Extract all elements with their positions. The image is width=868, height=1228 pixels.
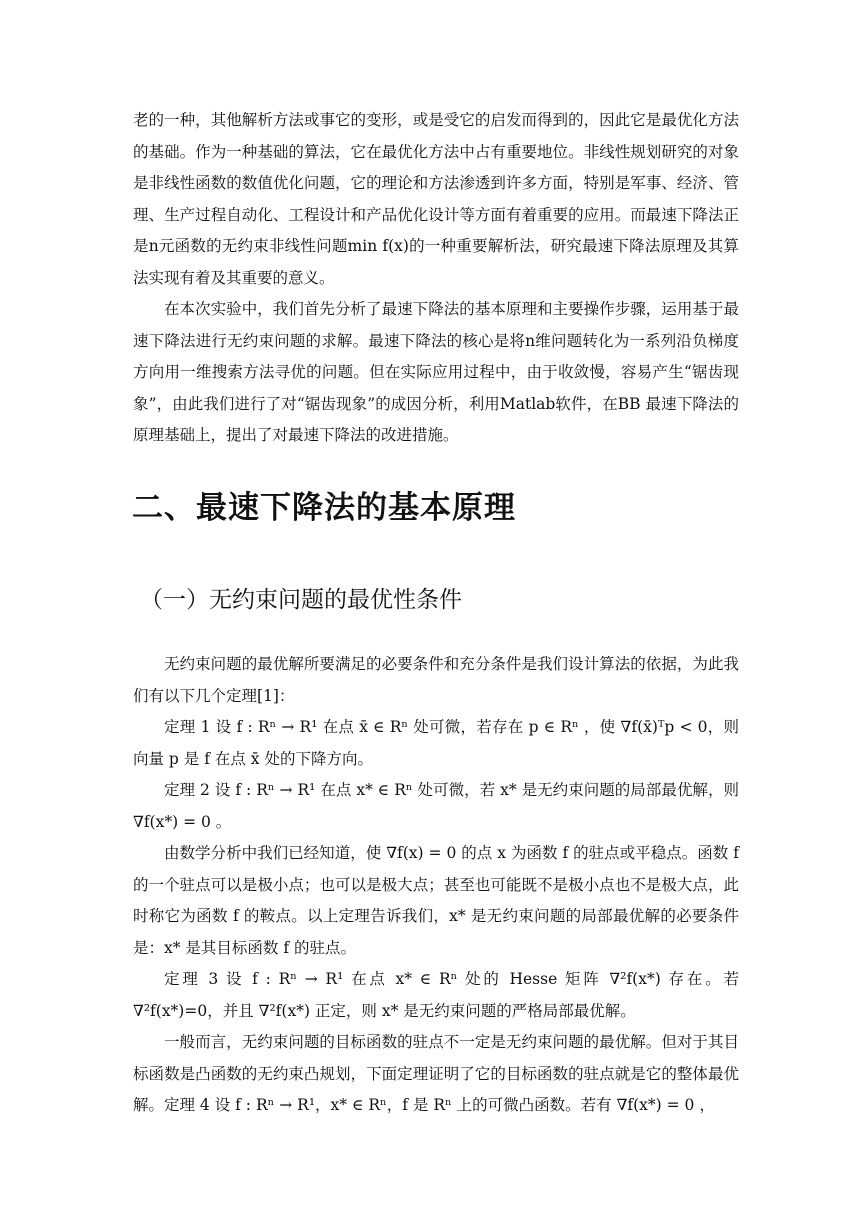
intro-paragraph-2: 在本次实验中，我们首先分析了最速下降法的基本原理和主要操作步骤，运用基于最速下降法进行无约束问题的求解。最速下降法的核心是将n维问题转化为一系列沿负梯度方向用一维搜索方法寻优的问题。但在实际应用过程中，由于收敛慢，容易产生“锯齿现象”，由此我们进行了对“锯齿现象”的成因分析，利用Matlab软件，在BB 最速下降法的原理基础上，提出了对最速下降法的改进措施。 bbox=[133, 300, 739, 444]
section-heading: 二、最速下降法的基本原理 bbox=[132, 490, 516, 526]
condition-intro-paragraph: 无约束问题的最优解所要满足的必要条件和充分条件是我们设计算法的依据，为此我们有以下几个定理[1]： bbox=[133, 655, 739, 705]
stationary-point-paragraph: 由数学分析中我们已经知道，使 ∇f(x) = 0 的点 x 为函数 f 的驻点或平稳点。函数 f 的一个驻点可以是极小点；也可以是极大点；甚至也可能既不是极小点也不是极大点，此时称它为函数 f 的鞍点。以上定理告诉我们，x* 是无约束问题的局部最优解的必要条件是：x* 是其目标函数 f 的驻点。 bbox=[133, 844, 739, 957]
theorem-1: 定理 1 设 f : Rⁿ → R¹ 在点 x̄ ∈ Rⁿ 处可微，若存在 p ∈ Rⁿ ，使 ∇f(x̄)ᵀp < 0，则向量 p 是 f 在点 x̄ 处的下降方向。 bbox=[133, 718, 739, 768]
convex-paragraph: 一般而言，无约束问题的目标函数的驻点不一定是无约束问题的最优解。但对于其目标函数是凸函数的无约束凸规划，下面定理证明了它的目标函数的驻点就是它的整体最优解。 bbox=[133, 1033, 739, 1114]
subsection-heading: （一）无约束问题的最优性条件 bbox=[140, 587, 462, 613]
theorem-2: 定理 2 设 f : Rⁿ → R¹ 在点 x* ∈ Rⁿ 处可微，若 x* 是无约束问题的局部最优解，则 ∇f(x*) = 0 。 bbox=[133, 781, 739, 831]
theorem-4: 定理 4 设 f : Rⁿ → R¹，x* ∈ Rⁿ，f 是 Rⁿ 上的可微凸函数。若有 ∇f(x*) = 0 ， bbox=[164, 1096, 715, 1114]
intro-paragraph-1: 老的一种，其他解析方法或事它的变形，或是受它的启发而得到的，因此它是最优化方法的基础。作为一种基础的算法，它在最优化方法中占有重要地位。非线性规划研究的对象是非线性函数的数值优化问题，它的理论和方法渗透到许多方面，特别是军事、经济、管理、生产过程自动化、工程设计和产品优化设计等方面有着重要的应用。而最速下降法正是n元函数的无约束非线性问题min f(x)的一种重要解析法，研究最速下降法原理及其算法实现有着及其重要的意义。 bbox=[133, 111, 739, 287]
theorem-3: 定理 3 设 f : Rⁿ → R¹ 在点 x* ∈ Rⁿ 处的 Hesse 矩阵 ∇²f(x*) 存在。若 ∇²f(x*)=0，并且 ∇²f(x*) 正定，则 x* 是无约束问题的严格局部最优解。 bbox=[133, 970, 739, 1020]
